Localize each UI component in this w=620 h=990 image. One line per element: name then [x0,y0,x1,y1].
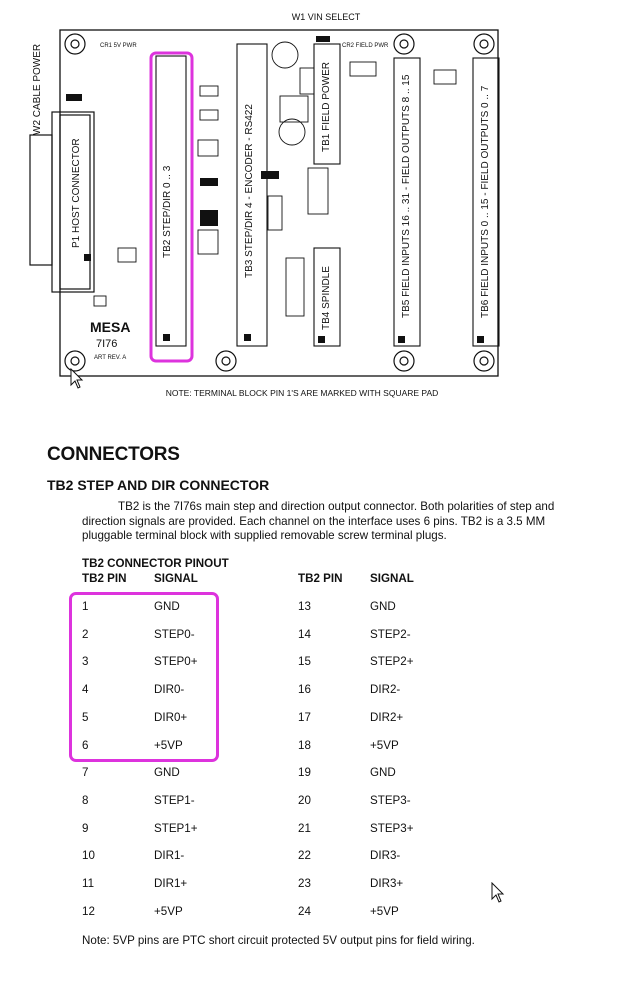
art-rev-label: ART REV. A [94,355,127,361]
left-signal-header: SIGNAL [154,572,198,585]
tb3-label: TB3 STEP/DIR 4 - ENCODER - RS422 [244,104,255,278]
pin-signal: STEP3+ [370,822,414,835]
pin-signal: +5VP [370,905,399,918]
pin-signal: STEP2+ [370,655,414,668]
pin-number: 7 [82,766,89,779]
footnote: Note: 5VP pins are PTC short circuit protected 5V output pins for field wiring. [82,934,475,947]
board-diagram [0,0,620,420]
tb5-label: TB5 FIELD INPUTS 16 .. 31 - FIELD OUTPUTS 8 .. 15 [401,74,412,318]
pin-signal: +5VP [154,905,183,918]
pin-number: 14 [298,628,311,641]
pin-signal: STEP3- [370,794,411,807]
w2-jumper [66,94,82,101]
pin-number: 11 [82,877,95,890]
tb4-label: TB4 SPINDLE [321,266,332,330]
p1-pin1-pad [84,254,91,261]
pin-number: 8 [82,794,89,807]
pin-number: 13 [298,600,311,613]
mouse-cursor-icon [491,882,505,904]
pin-number: 15 [298,655,311,668]
pin-signal: GND [370,766,396,779]
pin-number: 24 [298,905,311,918]
pin-signal: DIR2+ [370,711,404,724]
table-caption: TB2 CONNECTOR PINOUT [82,557,229,570]
pin-signal: DIR1+ [154,877,188,890]
pins-1-6-highlight-box [69,592,219,762]
pin-signal: DIR2- [370,683,401,696]
pin-number: 23 [298,877,311,890]
pin-number: 4 [82,683,89,696]
tb2-label: TB2 STEP/DIR 0 .. 3 [162,165,173,258]
pin-number: 3 [82,655,89,668]
p1-host-connector-label: P1 HOST CONNECTOR [71,138,82,248]
pin-number: 19 [298,766,311,779]
pin-number: 5 [82,711,89,724]
w2-cable-power-label: W2 CABLE POWER [32,43,43,135]
pin-number: 9 [82,822,89,835]
filled-parts [200,36,330,226]
pin-number: 16 [298,683,311,696]
pin-signal: STEP0- [154,628,195,641]
tb6-label: TB6 FIELD INPUTS 0 .. 15 - FIELD OUTPUTS 0 .. 7 [480,85,491,318]
pin-number: 18 [298,739,311,752]
pin-signal: GND [370,600,396,613]
model-label: 7I76 [96,338,118,350]
pin-signal: DIR0+ [154,711,188,724]
pin-signal: STEP2- [370,628,411,641]
pin-signal: GND [154,600,180,613]
cr2-label: CR2 FIELD PWR [342,43,389,49]
pin-signal: GND [154,766,180,779]
pin-number: 6 [82,739,89,752]
pin-signal: STEP0+ [154,655,198,668]
pin-number: 10 [82,849,95,862]
tb1-label: TB1 FIELD POWER [321,61,332,152]
pin-number: 21 [298,822,311,835]
pin-signal: DIR3+ [370,877,404,890]
w1-vin-select-label: W1 VIN SELECT [291,12,361,22]
terminal-pin-note: NOTE: TERMINAL BLOCK PIN 1'S ARE MARKED WITH SQUARE PAD [165,388,439,398]
pin-number: 20 [298,794,311,807]
pin-signal: DIR1- [154,849,185,862]
pin-signal: +5VP [154,739,183,752]
pin-number: 12 [82,905,95,918]
cr1-label: CR1 5V PWR [100,43,137,49]
pin-signal: STEP1- [154,794,195,807]
left-pin-header: TB2 PIN [82,572,127,585]
p1-host-connector [30,112,94,292]
pin-signal: STEP1+ [154,822,198,835]
section-title: CONNECTORS [47,444,180,465]
mesa-logo: MESA [90,319,131,335]
right-signal-header: SIGNAL [370,572,414,585]
terminal-pin-pads [163,334,484,343]
description-paragraph: TB2 is the 7I76s main step and direction output connector. Both polarities of step and direction signals are provided. Each channel on the interface uses 6 pins. TB2 is a 3.5 MM pluggable terminal block with supplied removable screw terminal plugs. [82,500,555,543]
pin-number: 22 [298,849,311,862]
pin-number: 17 [298,711,311,724]
right-pin-header: TB2 PIN [298,572,343,585]
pin-number: 2 [82,628,89,641]
pin-number: 1 [82,600,89,613]
pin-signal: DIR3- [370,849,401,862]
pin-signal: +5VP [370,739,399,752]
mouse-cursor-icon [70,368,84,390]
pin-signal: DIR0- [154,683,185,696]
subsection-title: TB2 STEP AND DIR CONNECTOR [47,477,270,493]
